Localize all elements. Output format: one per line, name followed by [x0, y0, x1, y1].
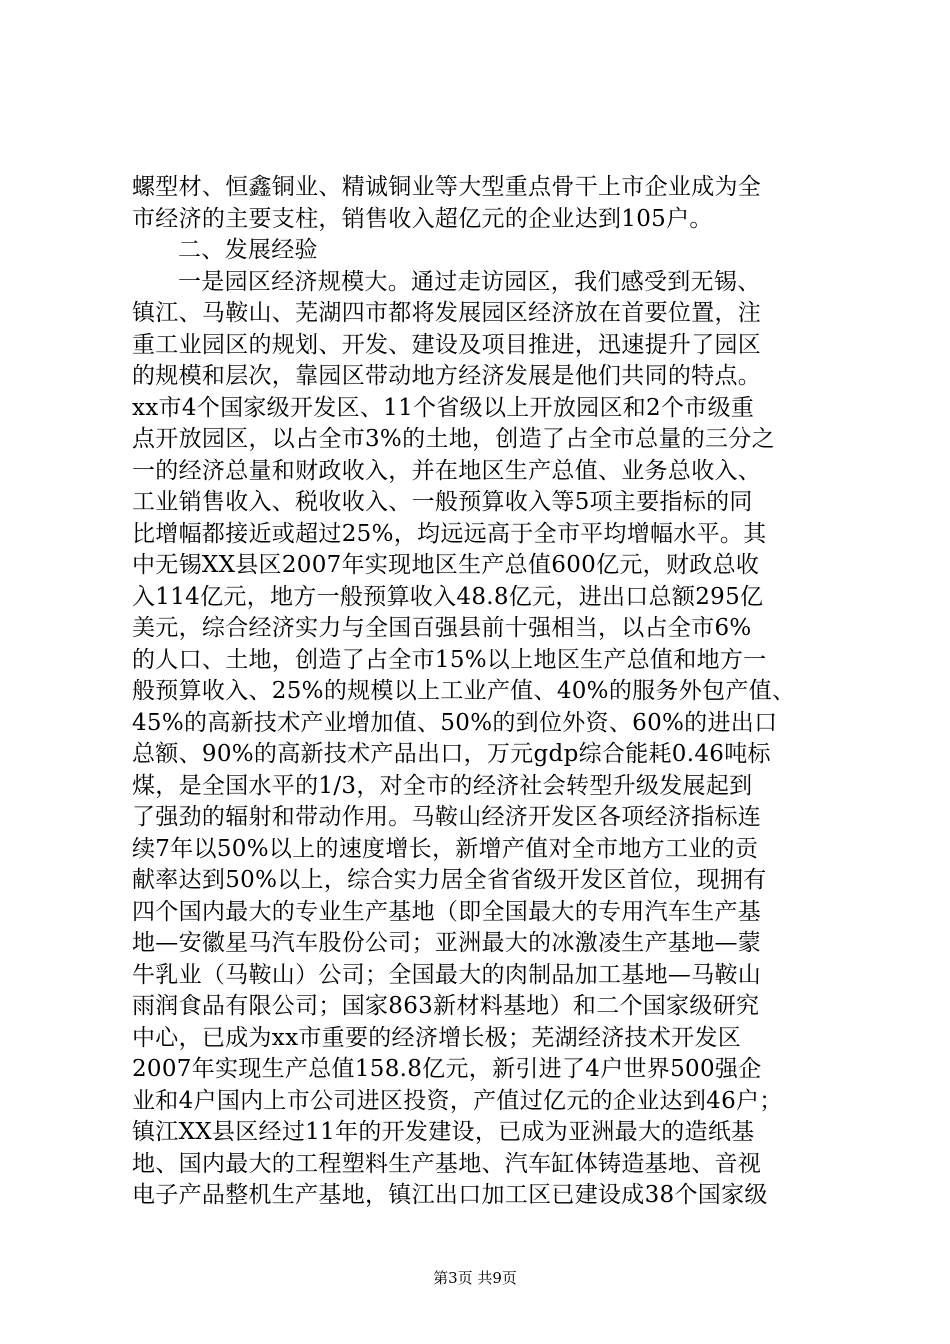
text-line: 45%的高新技术产业增加值、50%的到位外资、60%的进出口 [132, 709, 778, 736]
text-line: 献率达到50%以上，综合实力居全省省级开发区首位，现拥有 [132, 867, 767, 893]
text-line: 牛乳业（马鞍山）公司；全国最大的肉制品加工基地—马鞍山 [132, 961, 762, 988]
text-line: 地、国内最大的工程塑料生产基地、汽车缸体铸造基地、音视 [132, 1150, 762, 1177]
text-line: 点开放园区，以占全市3%的土地，创造了占全市总量的三分之 [132, 426, 775, 452]
paragraph-start-line: 一是园区经济规模大。通过走访园区，我们感受到无锡、 [178, 268, 761, 295]
text-line: 的规模和层次，靠园区带动地方经济发展是他们共同的特点。 [132, 363, 762, 389]
text-line: 入114亿元，地方一般预算收入48.8亿元，进出口总额295亿 [132, 583, 764, 610]
body-text [132, 172, 852, 1212]
text-line: 续7年以50%以上的速度增长，新增产值对全市地方工业的贡 [132, 835, 759, 862]
text-line: xx市4个国家级开发区、11个省级以上开放园区和2个市级重 [132, 394, 755, 421]
section-heading: 二、发展经验 [178, 237, 318, 263]
text-line: 市经济的主要支柱，销售收入超亿元的企业达到105户。 [132, 205, 713, 232]
text-line: 中无锡XX县区2007年实现地区生产总值600亿元，财政总收 [132, 552, 760, 578]
text-line: 的人口、土地，创造了占全市15%以上地区生产总值和地方一 [132, 646, 767, 673]
text-line: 比增幅都接近或超过25%，均远远高于全市平均增幅水平。其 [132, 520, 767, 547]
text-line: 雨润食品有限公司；国家863新材料基地）和二个国家级研究 [132, 993, 760, 1019]
text-line: 般预算收入、25%的规模以上工业产值、40%的服务外包产值、 [132, 678, 796, 704]
text-line: 重工业园区的规划、开发、建设及项目推进，迅速提升了园区 [132, 331, 762, 358]
text-line: 工业销售收入、税收收入、一般预算收入等5项主要指标的同 [132, 489, 753, 515]
text-line: 业和4户国内上市公司进区投资，产值过亿元的企业达到46户； [132, 1087, 783, 1114]
text-line: 中心，已成为xx市重要的经济增长极；芜湖经济技术开发区 [132, 1024, 742, 1051]
text-line: 四个国内最大的专业生产基地（即全国最大的专用汽车生产基 [132, 898, 762, 925]
text-line: 镇江XX县区经过11年的开发建设，已成为亚洲最大的造纸基 [132, 1119, 755, 1145]
text-line: 2007年实现生产总值158.8亿元，新引进了4户世界500强企 [132, 1056, 762, 1082]
text-line: 镇江、马鞍山、芜湖四市都将发展园区经济放在首要位置，注 [132, 300, 762, 326]
text-line: 螺型材、恒鑫铜业、精诚铜业等大型重点骨干上市企业成为全 [132, 174, 762, 200]
text-line: 总额、90%的高新技术产品出口，万元gdp综合能耗0.46吨标 [132, 741, 771, 767]
text-line: 煤，是全国水平的1/3，对全市的经济社会转型升级发展起到 [132, 772, 753, 799]
text-line: 美元，综合经济实力与全国百强县前十强相当，以占全市6% [132, 615, 752, 641]
text-line: 了强劲的辐射和带动作用。马鞍山经济开发区各项经济指标连 [132, 804, 762, 830]
text-line: 电子产品整机生产基地，镇江出口加工区已建设成38个国家级 [132, 1182, 768, 1208]
text-line: 一的经济总量和财政收入，并在地区生产总值、业务总收入、 [132, 457, 762, 484]
page-number-footer: 第3页 共9页 [433, 1269, 517, 1287]
text-line: 地—安徽星马汽车股份公司；亚洲最大的冰激凌生产基地—蒙 [132, 930, 762, 956]
